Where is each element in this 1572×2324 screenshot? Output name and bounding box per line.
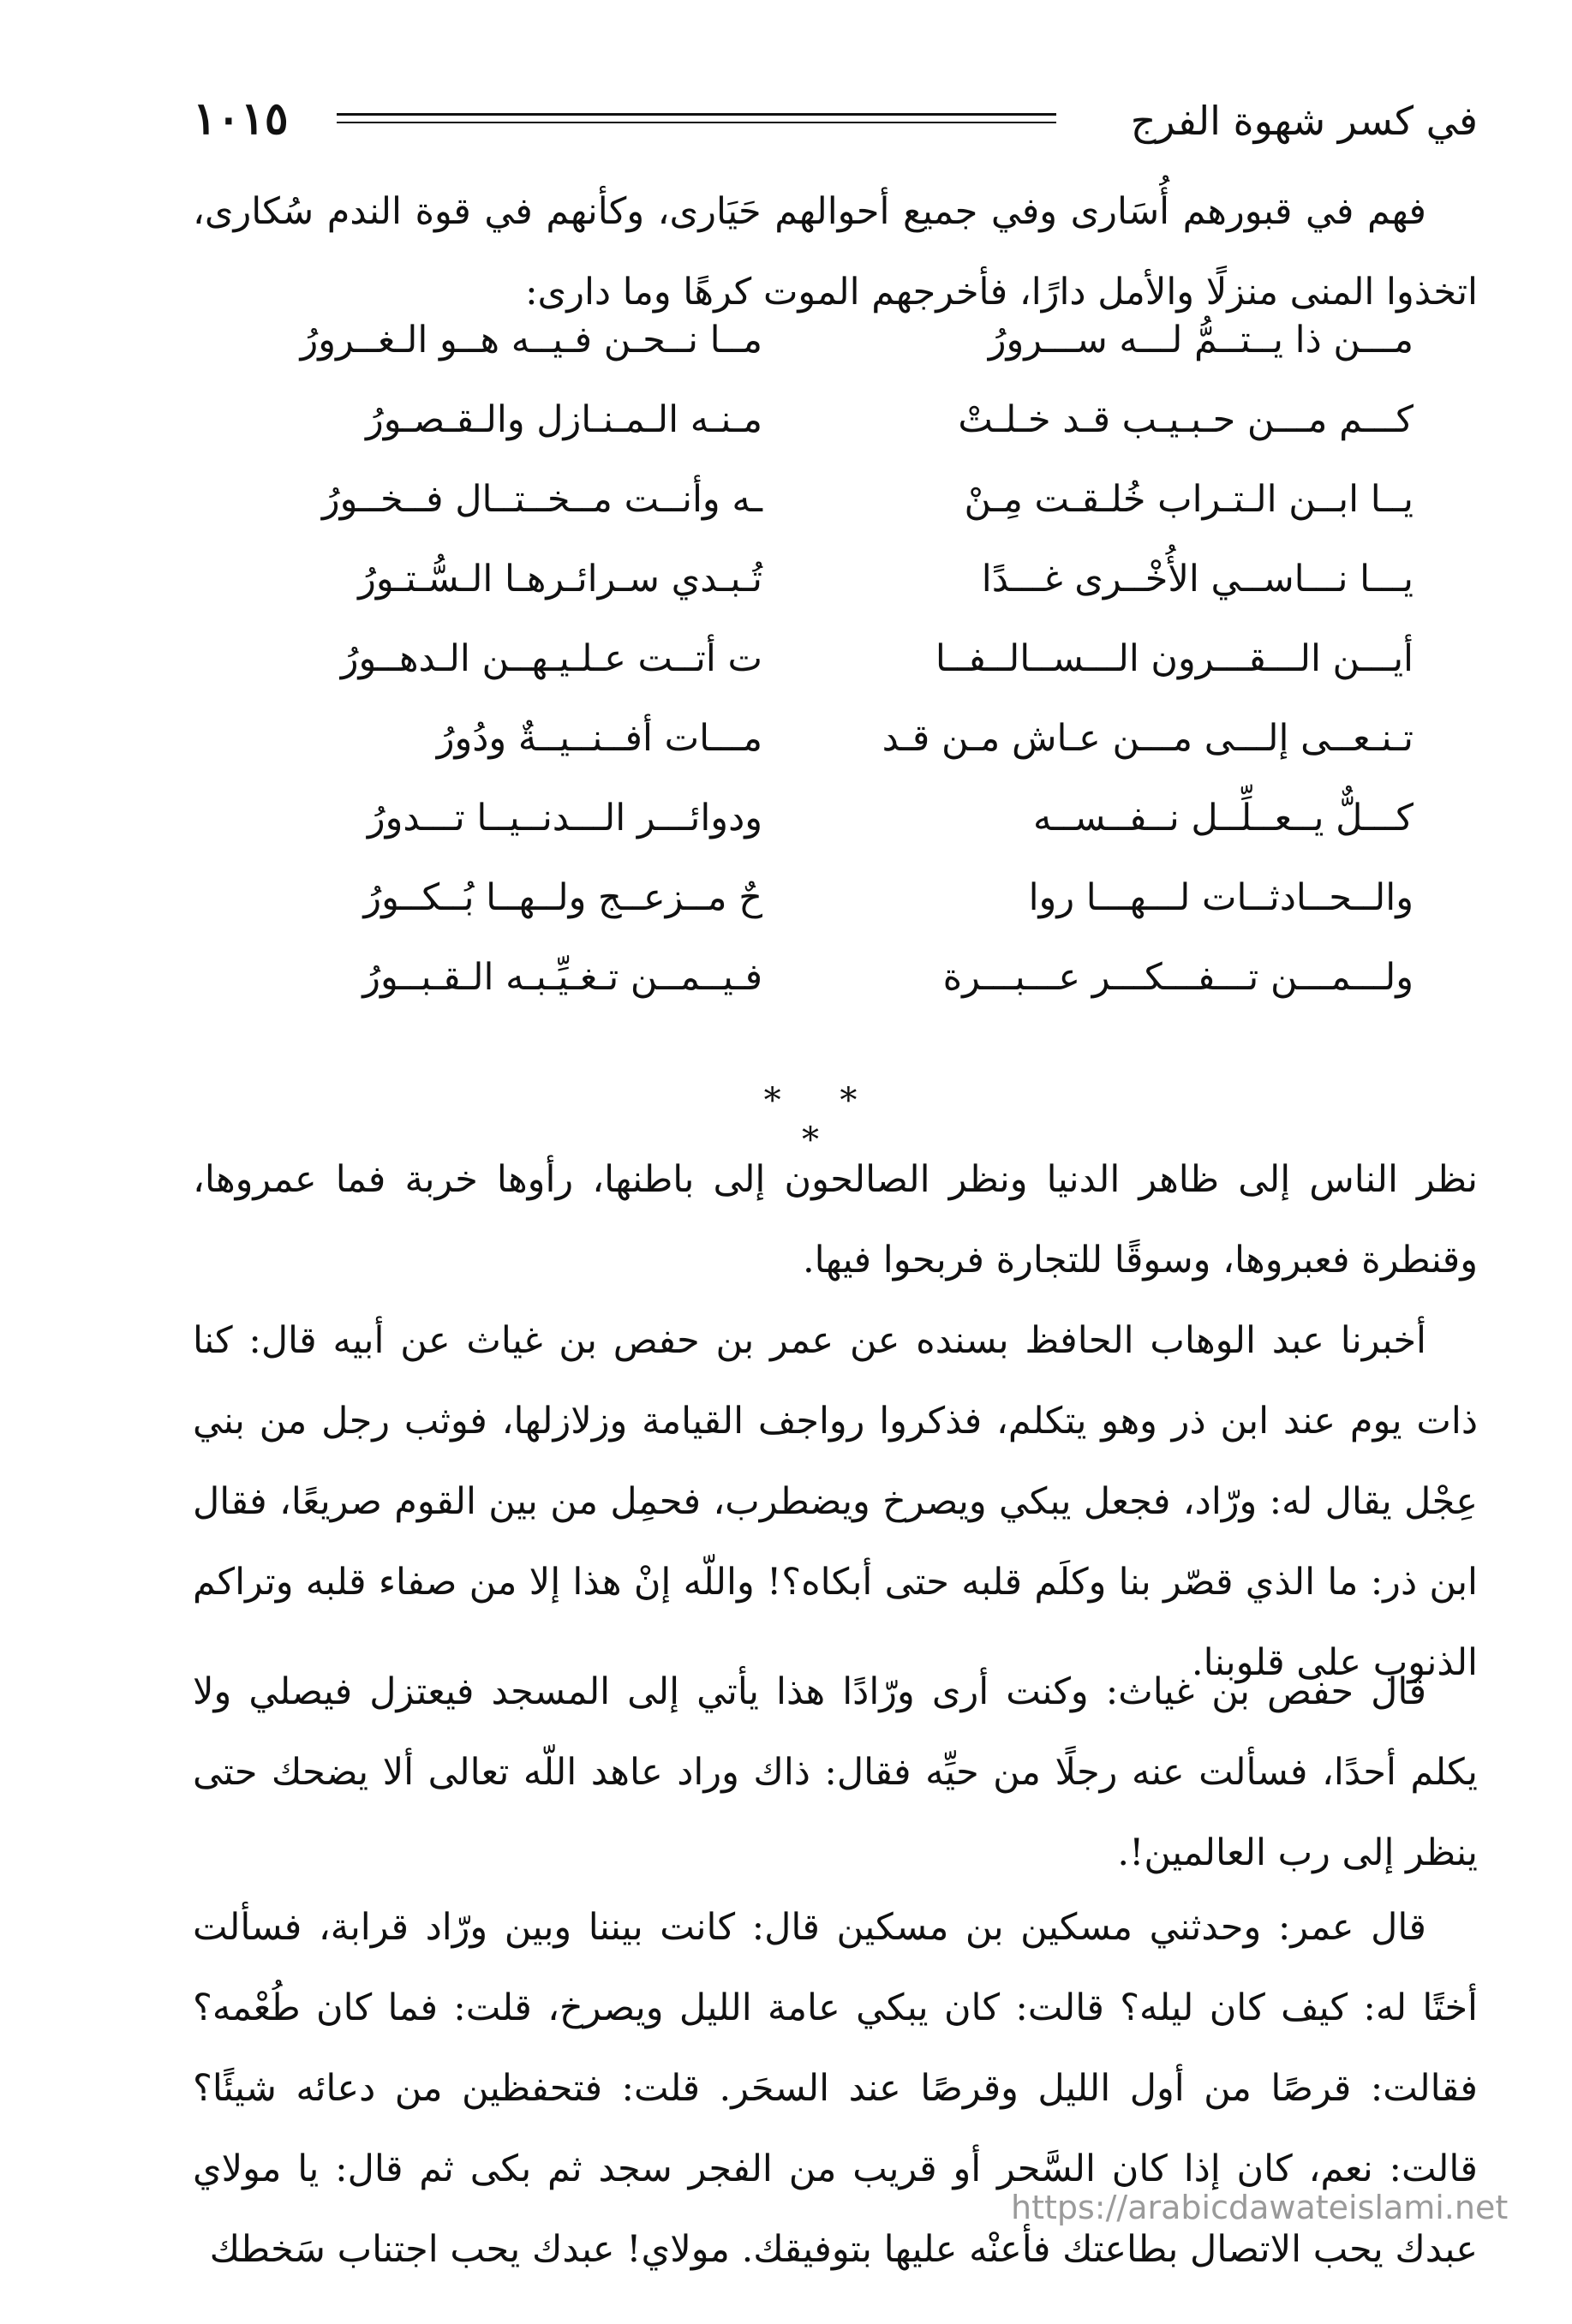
verse-second-hemistich: مـنـه الـمـنـازل والـقـصـورُ	[365, 398, 762, 441]
verse-first-hemistich: أيـــن الـــقـــرون الـــســالــفــا	[935, 637, 1414, 680]
verse-second-hemistich: فـيــمــن تـغـيِّـبـه الـقـبــورُ	[362, 956, 762, 999]
verse-second-hemistich: مــا نــحـن فـيــه هــو الـغــرورُ	[300, 319, 762, 361]
poem-verse	[257, 469, 1414, 549]
poem-verse	[257, 549, 1414, 629]
paragraph-narration-warrad: أخبرنا عبد الوهاب الحافظ بسنده عن عمر بن حفص بن غياث عن أبيه قال: كنا ذات يوم عند ابن ذر وهو يتكلم، فذكروا رواجف القيامة وزلازلها، فوثب رجل من بني عِجْل يقال له: ورّاد، فجعل يبكي ويصرخ ويضطرب، فحمِل من بين القوم صريعًا، فقال ابن ذر: ما الذي قصّر بنا وكلَم قلبه حتى أبكاه؟! واللّه إنْ هذا إلا من صفاء قلبه وتراكم الذنوب على قلوبنا.	[193, 1319, 1478, 1684]
paragraph-intro: فهم في قبورهم أُسَارى وفي جميع أحوالهم حَيَارى، وكأنهم في قوة الندم سُكارى، اتخذوا المنى منزلًا والأمل دارًا، فأخرجهم الموت كرهًا وما دارى:	[193, 190, 1478, 314]
verse-first-hemistich: يـــا نـــاســي الأُخْــرى غـــدًا	[981, 558, 1414, 600]
paragraph-worldly-view: نظر الناس إلى ظاهر الدنيا ونظر الصالحون إلى باطنها، رأوها خربة فما عمروها، وقنطرة فعبروها، وسوقًا للتجارة فربحوا فيها.	[193, 1158, 1478, 1281]
website-watermark: https://arabicdawateislami.net	[1011, 2189, 1509, 2226]
verse-second-hemistich: تُـبـدي سـرائـرهـا الـسُّـتـورُ	[358, 558, 762, 600]
verse-first-hemistich: مـــن ذا يــتــمُّ لـــه ســـرورُ	[988, 319, 1414, 361]
verse-second-hemistich: ـه وأنــت مــخــتــال فــخــورُ	[321, 478, 762, 521]
page-number: ١٠١٥	[193, 93, 289, 145]
verse-second-hemistich: حٌ مــزعــج ولــهــا بُــكــورُ	[363, 876, 762, 919]
poem-verse	[257, 310, 1414, 390]
verse-first-hemistich: كـــم مـــن حـبـيـب قـد خـلـتْ	[958, 398, 1414, 441]
poem-verse	[257, 947, 1414, 1027]
poem-verse	[257, 868, 1414, 947]
poem-verse	[257, 390, 1414, 469]
verse-first-hemistich: يــا ابــن الـتـراب خُلـقـت مِـنْ	[964, 478, 1414, 521]
verse-first-hemistich: ولـــمـــن تـــفـــكـــر عـــبـــرة	[942, 956, 1414, 999]
verse-first-hemistich: كـــلٌّ يــعــلِّــل نــفــســه	[1033, 797, 1414, 839]
section-separator: * * *	[763, 1081, 882, 1160]
paragraph-umar-account: قال عمر: وحدثني مسكين بن مسكين قال: كانت بيننا وبين ورّاد قرابة، فسألت أختًا له: كيف كان ليله؟ قالت: كان يبكي عامة الليل ويصرخ، قلت: فما كان طُعْمه؟ فقالت: قرصًا من أول الليل وقرصًا عند السحَر. قلت: فتحفظين من دعائه شيئًا؟ قالت: نعم، كان إذا كان السَّحر أو قريب من الفجر سجد ثم بكى ثم قال: يا مولاي عبدك يحب الاتصال بطاعتك فأعنْه عليها بتوفيقك. مولاي! عبدك يحب اجتناب سَخطك	[193, 1906, 1478, 2271]
verse-first-hemistich: والــحــادثــات لـــهـــا روا	[1028, 876, 1414, 919]
verse-second-hemistich: مـــات أفــنــيــةٌ ودُورُ	[436, 717, 762, 760]
header-rule	[337, 113, 1056, 116]
poem	[257, 310, 1414, 1027]
poem-verse	[257, 629, 1414, 708]
page-header	[193, 93, 1478, 147]
verse-second-hemistich: ودوائـــر الـــدنــيــا تـــدورُ	[367, 797, 762, 839]
running-title: في كسر شهوة الفرج	[1130, 98, 1478, 144]
verse-first-hemistich: تـنـعــى إلـــى مـــن عـاش مـن قـد	[882, 717, 1414, 760]
verse-second-hemistich: ت أتــت عـلـيـهــن الـدهــورُ	[340, 637, 762, 680]
poem-verse	[257, 788, 1414, 868]
header-rule-double	[337, 122, 1056, 123]
poem-verse	[257, 708, 1414, 788]
paragraph-hafs-account: قال حفص بن غياث: وكنت أرى ورّادًا هذا يأتي إلى المسجد فيعتزل فيصلي ولا يكلم أحدًا، فسألت عنه رجلًا من حيِّه فقال: ذاك وراد عاهد اللّه تعالى ألا يضحك حتى ينظر إلى رب العالمين!.	[193, 1670, 1478, 1874]
